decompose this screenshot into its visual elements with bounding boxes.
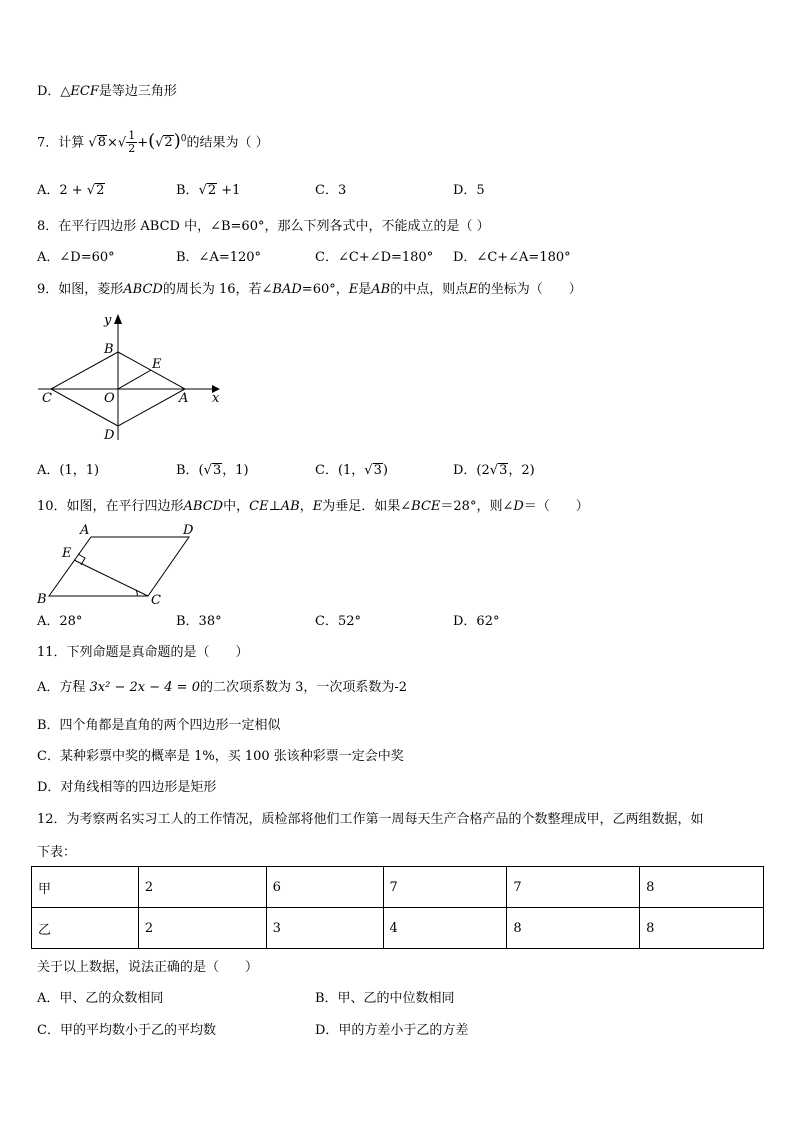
label-c: C xyxy=(151,593,161,608)
label-d: D xyxy=(104,428,115,443)
table-cell: 乙 xyxy=(32,908,139,949)
q12-option-b: B．甲、乙的中位数相同 xyxy=(315,991,455,1006)
label-a: A xyxy=(80,523,90,538)
q12-option-d: D．甲的方差小于乙的方差 xyxy=(315,1023,469,1038)
label-e: E xyxy=(152,357,162,372)
label-e: E xyxy=(62,546,72,561)
table-cell: 8 xyxy=(507,908,640,949)
q10-stem: 10．如图，在平行四边形ABCD中，CE⊥AB，E为垂足．如果∠BCE＝28°，则∠D＝（ ） xyxy=(37,499,589,514)
table-row xyxy=(32,908,764,949)
q9-option-a: A．(1，1) xyxy=(37,463,100,478)
table-cell: 4 xyxy=(383,908,507,949)
table-cell: 7 xyxy=(507,867,640,908)
q7-stem: 7．计算 √8×√ $\frac{1}{2}$ $+(√2)^0$的结果为（ ） xyxy=(37,129,269,156)
table-row xyxy=(32,867,764,908)
q7-option-a: A．2 + √2 xyxy=(37,183,105,198)
table-cell: 8 xyxy=(640,908,764,949)
q7-option-b: B．√2 +1 xyxy=(176,183,241,198)
q10-option-d: D．62° xyxy=(453,614,500,629)
q10-option-c: C．52° xyxy=(315,614,361,629)
q12-data-table xyxy=(31,866,764,949)
q12-stem-line1: 12．为考察两名实习工人的工作情况，质检部将他们工作第一周每天生产合格产品的个数整理成甲，乙两组数据，如 xyxy=(37,812,704,827)
q12-option-a: A．甲、乙的众数相同 xyxy=(37,991,164,1006)
q7-option-c: C．3 xyxy=(315,183,347,198)
label-b: B xyxy=(37,592,47,607)
q8-option-b: B．∠A=120° xyxy=(176,250,262,265)
q11-option-d: D．对角线相等的四边形是矩形 xyxy=(37,780,217,795)
table-cell: 8 xyxy=(640,867,764,908)
q8-option-c: C．∠C+∠D=180° xyxy=(315,250,434,265)
label-y: y xyxy=(104,313,112,328)
q12-stem-line2: 下表： xyxy=(37,845,77,860)
table-cell: 2 xyxy=(138,867,266,908)
q11-option-c: C．某种彩票中奖的概率是 1%，买 100 张该种彩票一定会中奖 xyxy=(37,749,404,764)
q8-option-a: A．∠D=60° xyxy=(37,250,115,265)
q11-option-b: B．四个角都是直角的两个四边形一定相似 xyxy=(37,718,281,733)
q11-stem: 11．下列命题是真命题的是（ ） xyxy=(37,645,249,660)
table-cell: 3 xyxy=(266,908,383,949)
table-cell: 7 xyxy=(383,867,507,908)
q6-option-d: D．△ECF是等边三角形 xyxy=(37,84,177,99)
q9-option-c: C．(1，√3) xyxy=(315,463,388,478)
label-x: x xyxy=(212,391,220,406)
label-d: D xyxy=(183,523,194,538)
q9-option-b: B．(√3，1) xyxy=(176,463,249,478)
q10-option-b: B．38° xyxy=(176,614,222,629)
segment-ce xyxy=(74,560,148,596)
q7-option-d: D．5 xyxy=(453,183,485,198)
label-o: O xyxy=(104,391,115,406)
right-angle-mark xyxy=(78,554,85,565)
q12-option-c: C．甲的平均数小于乙的平均数 xyxy=(37,1023,216,1038)
label-b: B xyxy=(104,342,114,357)
q8-option-d: D．∠C+∠A=180° xyxy=(453,250,571,265)
label-a: A xyxy=(179,391,189,406)
q9-option-d: D．(2√3，2) xyxy=(453,463,535,478)
table-cell: 甲 xyxy=(32,867,139,908)
table-cell: 6 xyxy=(266,867,383,908)
q12-question: 关于以上数据，说法正确的是（ ） xyxy=(37,960,259,975)
label-c: C xyxy=(42,391,52,406)
q11-option-a: A．方程 3x² − 2x − 4 = 0的二次项系数为 3，一次项系数为-2 xyxy=(37,680,408,695)
q9-stem: 9．如图，菱形ABCD的周长为 16，若∠BAD=60°，E是AB的中点，则点E的坐标为（ ） xyxy=(37,282,582,297)
table-cell: 2 xyxy=(138,908,266,949)
q8-stem: 8．在平行四边形 ABCD 中，∠B=60°，那么下列各式中，不能成立的是（ ） xyxy=(37,219,490,234)
q10-option-a: A．28° xyxy=(37,614,83,629)
